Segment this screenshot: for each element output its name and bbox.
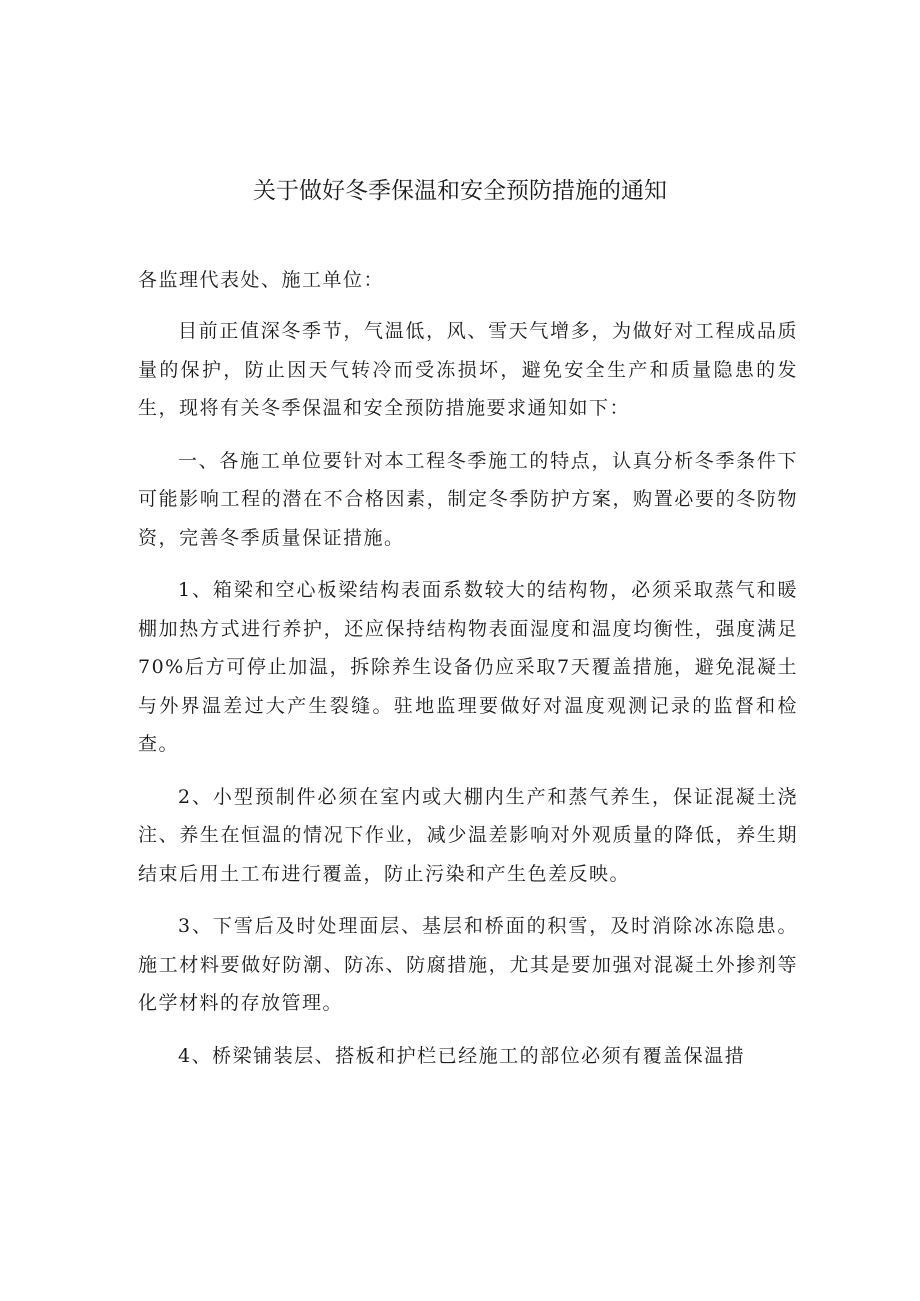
salutation: 各监理代表处、施工单位： xyxy=(138,269,385,291)
paragraph-intro: 目前正值深冬季节，气温低，风、雪天气增多，为做好对工程成品质量的保护，防止因天气转冷而受冻损坏，避免安全生产和质量隐患的发生，现将有关冬季保温和安全预防措施要求通知如下： xyxy=(138,320,798,419)
document-body xyxy=(138,262,798,1089)
document-title: 关于做好冬季保温和安全预防措施的通知 xyxy=(253,178,667,204)
paragraph-item-3: 3、下雪后及时处理面层、基层和桥面的积雪，及时消除冰冻隐患。施工材料要做好防潮、防冻、防腐措施，尤其是要加强对混凝土外掺剂等化学材料的存放管理。 xyxy=(138,915,798,1014)
paragraph-item-1: 1、箱梁和空心板梁结构表面系数较大的结构物，必须采取蒸气和暖棚加热方式进行养护，还应保持结构物表面湿度和温度均衡性，强度满足70%后方可停止加温，拆除养生设备仍应采取7天覆盖措施，避免混凝土与外界温差过大产生裂缝。驻地监理要做好对温度观测记录的监督和检查。 xyxy=(138,579,798,755)
paragraph-section-1: 一、各施工单位要针对本工程冬季施工的特点，认真分析冬季条件下可能影响工程的潜在不合格因素，制定冬季防护方案，购置必要的冬防物资，完善冬季质量保证措施。 xyxy=(138,449,798,549)
paragraph-item-4: 4、桥梁铺装层、搭板和护栏已经施工的部位必须有覆盖保温措 xyxy=(178,1044,746,1067)
paragraph-item-2: 2、小型预制件必须在室内或大棚内生产和蒸气养生，保证混凝土浇注、养生在恒温的情况下作业，减少温差影响对外观质量的降低，养生期结束后用土工布进行覆盖，防止污染和产生色差反映。 xyxy=(138,785,798,885)
